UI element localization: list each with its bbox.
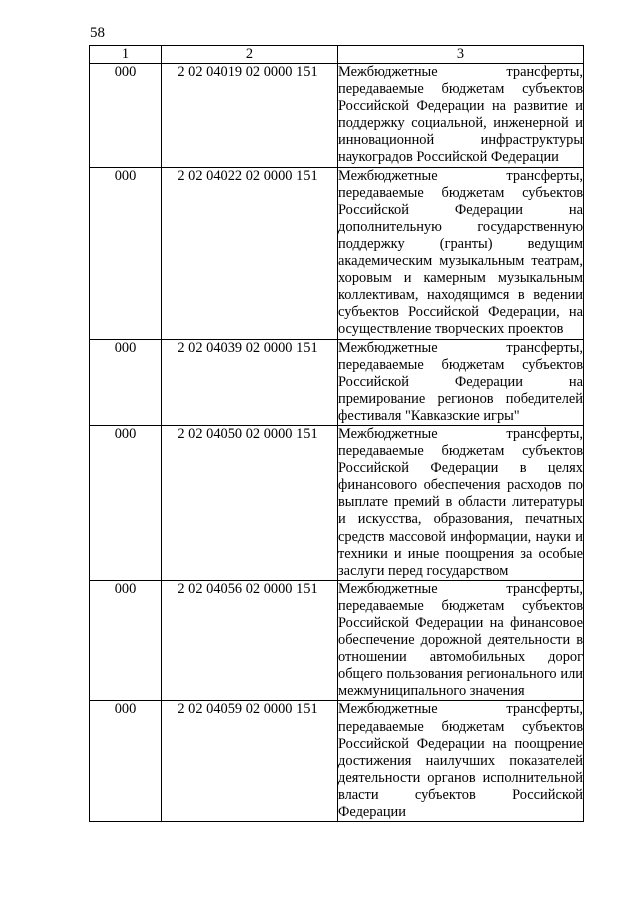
budget-code-text: 2 02 04059 02 0000 151 — [177, 701, 318, 718]
budget-code-cell — [162, 701, 338, 822]
income-name-cell: Межбюджетные трансферты, передаваемые бюджетам субъектов Российской Федерации на финансовое обеспечение дорожной деятельности в отношении автомобильных дорог общего пользования регионального или межмуниципального значения — [338, 580, 583, 700]
column-header-2: 2 — [162, 46, 338, 64]
table-row — [90, 64, 584, 168]
income-name-cell: Межбюджетные трансферты, передаваемые бюджетам субъектов Российской Федерации на премирование регионов победителей фестиваля "Кавказские игры" — [338, 339, 583, 424]
budget-code-text: 2 02 04039 02 0000 151 — [177, 339, 318, 356]
column-header-1: 1 — [90, 46, 162, 64]
income-name-cell: Межбюджетные трансферты, передаваемые бюджетам субъектов Российской Федерации на развитие и поддержку социальной, инженерной и инновационной инфраструктуры наукоградов Российской Федерации — [338, 64, 583, 166]
income-name-cell: Межбюджетные трансферты, передаваемые бюджетам субъектов Российской Федерации на поощрение достижения наилучших показателей деятельности органов исполнительной власти субъектов Российской Федерации — [338, 701, 583, 821]
column-header-3: 3 — [338, 46, 584, 64]
admin-code-cell: 000 — [90, 580, 162, 701]
budget-code-cell — [162, 64, 338, 168]
income-name-cell: Межбюджетные трансферты, передаваемые бюджетам субъектов Российской Федерации на дополнительную государственную поддержку (гранты) ведущим академическим музыкальным театрам, хоровым и камерным музыкальным коллективам, находящимся в ведении субъектов Российской Федерации, на осуществление творческих проектов — [338, 167, 583, 338]
page-number: 58 — [90, 25, 105, 41]
budget-code-text: 2 02 04050 02 0000 151 — [177, 425, 318, 442]
table-row — [90, 167, 584, 339]
admin-code-cell: 000 — [90, 701, 162, 822]
admin-code-cell: 000 — [90, 339, 162, 425]
table-row — [90, 580, 584, 701]
table-row — [90, 701, 584, 822]
income-name-cell: Межбюджетные трансферты, передаваемые бюджетам субъектов Российской Федерации в целях финансового обеспечения расходов по выплате премий в области литературы и искусства, образования, печатных средств массовой информации, науки и техники и иные поощрения за особые заслуги перед государством — [338, 425, 583, 579]
budget-code-text: 2 02 04022 02 0000 151 — [177, 167, 318, 184]
budget-code-cell — [162, 425, 338, 580]
admin-code-cell: 000 — [90, 64, 162, 168]
budget-code-cell — [162, 339, 338, 425]
budget-code-cell — [162, 167, 338, 339]
table-row — [90, 425, 584, 580]
budget-classification-table — [89, 45, 584, 822]
table-header-row — [90, 46, 584, 64]
budget-code-cell — [162, 580, 338, 701]
budget-code-text: 2 02 04056 02 0000 151 — [177, 580, 318, 597]
table-row — [90, 339, 584, 425]
admin-code-cell: 000 — [90, 167, 162, 339]
budget-code-text: 2 02 04019 02 0000 151 — [177, 64, 318, 80]
admin-code-cell: 000 — [90, 425, 162, 580]
